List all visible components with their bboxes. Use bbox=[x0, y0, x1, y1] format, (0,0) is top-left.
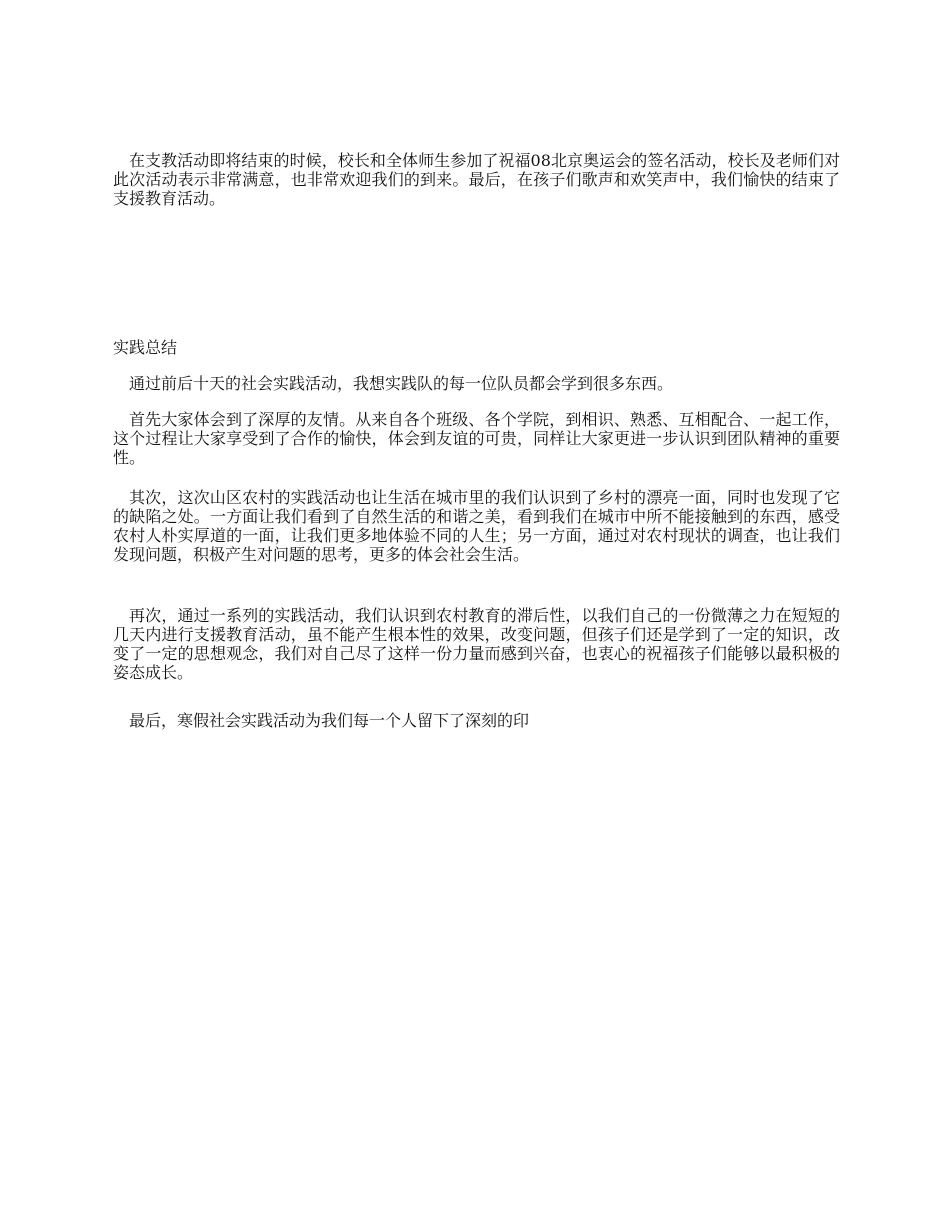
body-paragraph: 最后，寒假社会实践活动为我们每一个人留下了深刻的印 bbox=[129, 711, 530, 730]
body-paragraph: 其次，这次山区农村的实践活动也让生活在城市里的我们认识到了乡村的漂亮一面，同时也发现了它的缺陷之处。一方面让我们看到了自然生活的和谐之美，看到我们在城市中所不能接触到的东西，感受农村人朴实厚道的一面，让我们更多地体验不同的人生；另一方面，通过对农村现状的调查，也让我们发现问题，积极产生对问题的思考，更多的体会社会生活。 bbox=[113, 488, 840, 564]
body-paragraph: 通过前后十天的社会实践活动，我想实践队的每一位队员都会学到很多东西。 bbox=[129, 374, 674, 393]
body-paragraph: 首先大家体会到了深厚的友情。从来自各个班级、各个学院，到相识、熟悉、互相配合、一起工作，这个过程让大家享受到了合作的愉快，体会到友谊的可贵，同样让大家更进一步认识到团队精神的重要性。 bbox=[113, 410, 840, 467]
section-heading: 实践总结 bbox=[113, 338, 178, 357]
intro-paragraph: 在支教活动即将结束的时候，校长和全体师生参加了祝福08北京奥运会的签名活动，校长及老师们对此次活动表示非常满意，也非常欢迎我们的到来。最后，在孩子们歌声和欢笑声中，我们愉快的结束了支援教育活动。 bbox=[113, 151, 840, 208]
body-paragraph: 再次，通过一系列的实践活动，我们认识到农村教育的滞后性，以我们自己的一份微薄之力在短短的几天内进行支援教育活动，虽不能产生根本性的效果，改变问题，但孩子们还是学到了一定的知识，改变了一定的思想观念，我们对自己尽了这样一份力量而感到兴奋，也衷心的祝福孩子们能够以最积极的姿态成长。 bbox=[113, 606, 840, 682]
